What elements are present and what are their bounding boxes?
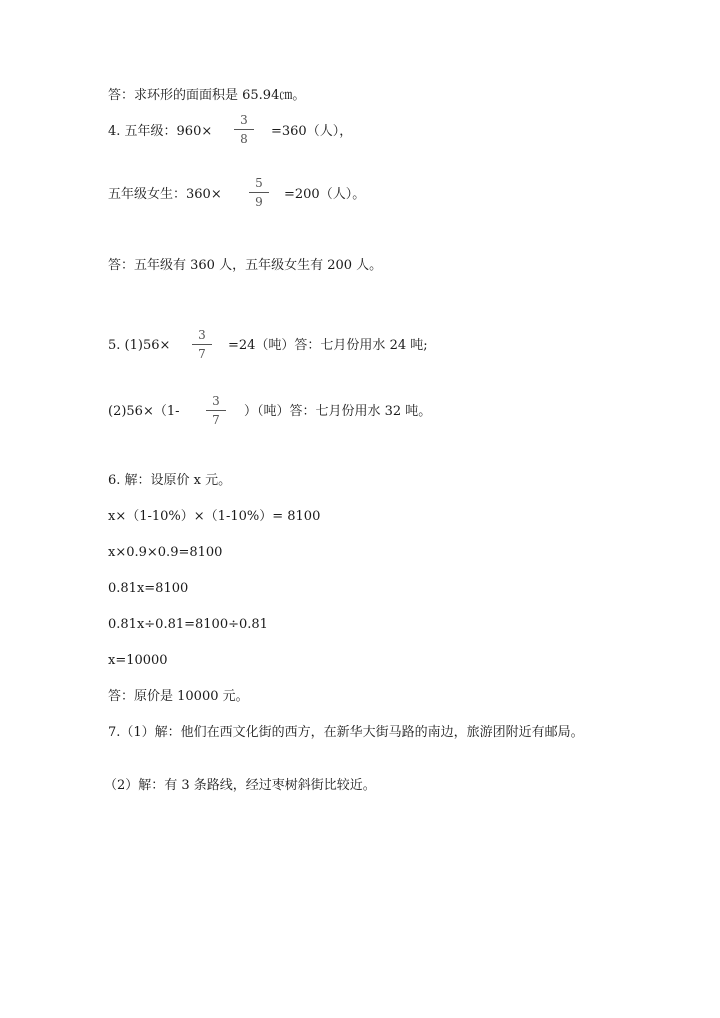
fraction-numerator: 3 — [198, 328, 206, 342]
fraction-numerator: 3 — [212, 394, 220, 408]
q4-line-2-prefix: 五年级女生：360× — [108, 187, 222, 202]
fraction-numerator: 5 — [255, 176, 263, 190]
q6-step-3: 0.81x÷0.81=8100÷0.81 — [108, 617, 268, 632]
q5-line-2-suffix: ）（吨）答：七月份用水 32 吨。 — [244, 404, 432, 419]
q4-line-1-prefix: 4. 五年级：960× — [108, 124, 213, 139]
fraction-bar — [206, 410, 226, 411]
fraction-bar — [192, 344, 212, 345]
fraction-bar — [234, 129, 254, 130]
q6-setup: 6. 解：设原价 x 元。 — [108, 473, 232, 488]
q5-line-1-prefix: 5. (1)56× — [108, 338, 171, 353]
q6-result: x=10000 — [108, 653, 168, 668]
q6-equation: x×（1-10%）×（1-10%）= 8100 — [108, 509, 321, 524]
q6-step-1: x×0.9×0.9=8100 — [108, 545, 223, 560]
answer-ring-area: 答：求环形的面面积是 65.94㎝。 — [108, 88, 306, 103]
q4-answer: 答：五年级有 360 人，五年级女生有 200 人。 — [108, 258, 383, 273]
q5-line-1-suffix: =24（吨）答：七月份用水 24 吨; — [228, 338, 428, 353]
q4-line-1-fraction — [234, 113, 254, 146]
fraction-denominator: 7 — [212, 413, 220, 427]
q4-line-1-suffix: =360（人）， — [271, 124, 353, 139]
fraction-denominator: 9 — [255, 195, 263, 209]
q7-part-2: （2）解：有 3 条路线，经过枣树斜街比较近。 — [104, 778, 376, 793]
q4-line-2-fraction — [249, 176, 269, 209]
fraction-denominator: 8 — [240, 132, 248, 146]
fraction-bar — [249, 192, 269, 193]
q7-part-1: 7.（1）解：他们在西文化街的西方，在新华大街马路的南边，旅游团附近有邮局。 — [108, 725, 584, 740]
q6-step-2: 0.81x=8100 — [108, 581, 189, 596]
q5-line-2-fraction — [206, 394, 226, 427]
fraction-numerator: 3 — [240, 113, 248, 127]
q6-answer: 答：原价是 10000 元。 — [108, 689, 249, 704]
q4-line-2-suffix: =200（人）。 — [284, 187, 366, 202]
q5-line-2-prefix: (2)56×（1- — [108, 404, 180, 419]
q5-line-1-fraction — [192, 328, 212, 361]
fraction-denominator: 7 — [198, 347, 206, 361]
